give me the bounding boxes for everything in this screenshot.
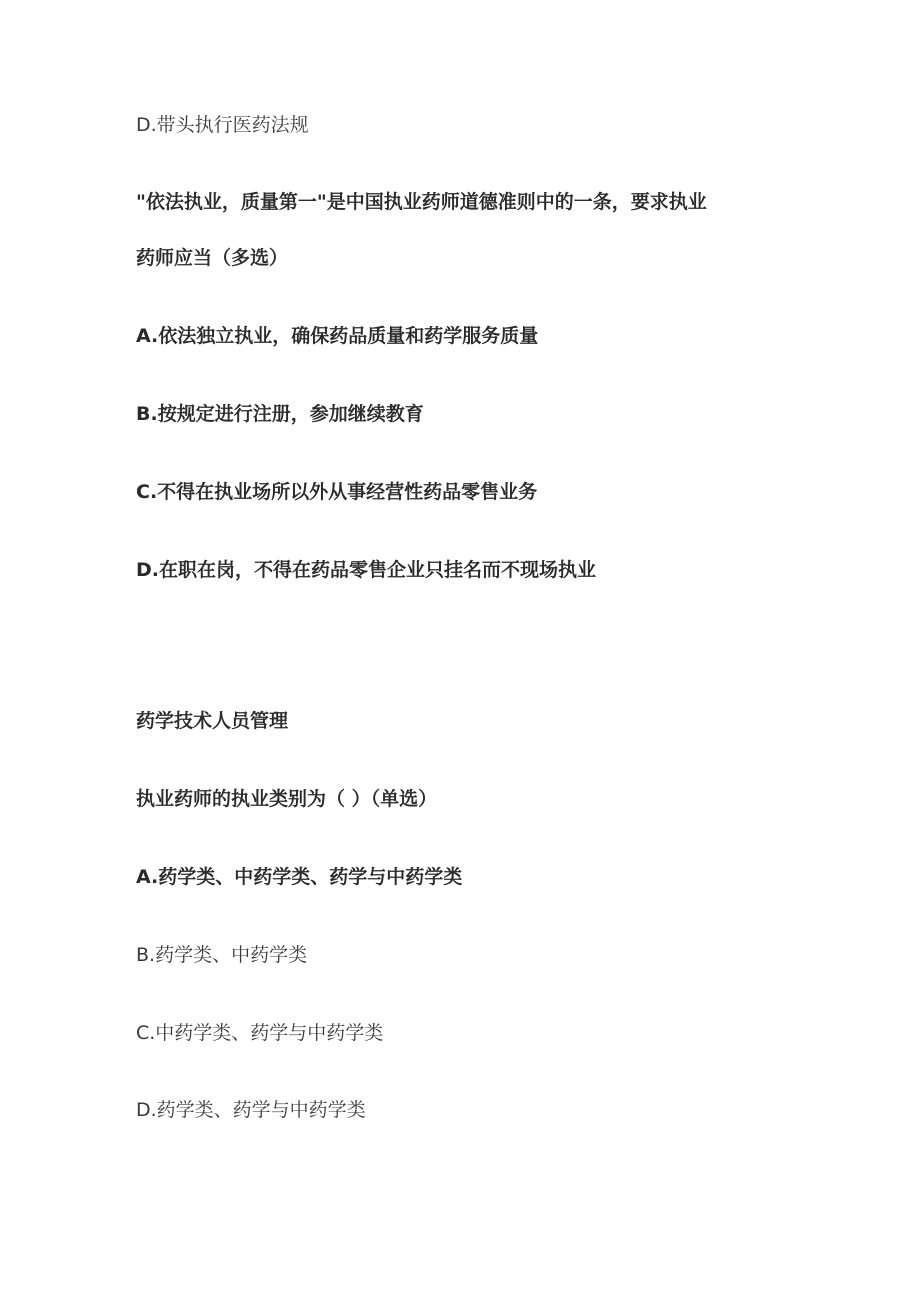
question-1-stem-line-2: 药师应当（多选） [136, 247, 289, 269]
question-1-option-b: B.按规定进行注册，参加继续教育 [136, 403, 424, 425]
question-2-option-b: B.药学类、中药学类 [136, 944, 308, 966]
question-2-option-a: A.药学类、中药学类、药学与中药学类 [136, 866, 463, 888]
question-1-option-c: C.不得在执业场所以外从事经营性药品零售业务 [136, 481, 538, 503]
section-title: 药学技术人员管理 [136, 710, 289, 732]
prev-question-option-d: D.带头执行医药法规 [136, 114, 309, 136]
question-1-option-a: A.依法独立执业，确保药品质量和药学服务质量 [136, 325, 539, 347]
question-1-stem-line-1: "依法执业，质量第一"是中国执业药师道德准则中的一条，要求执业 [136, 191, 707, 213]
question-1-option-d: D.在职在岗，不得在药品零售企业只挂名而不现场执业 [136, 559, 596, 581]
question-2-stem: 执业药师的执业类别为（ ）（单选） [136, 788, 438, 810]
question-2-option-d: D.药学类、药学与中药学类 [136, 1099, 366, 1121]
question-2-option-c: C.中药学类、药学与中药学类 [136, 1022, 384, 1044]
